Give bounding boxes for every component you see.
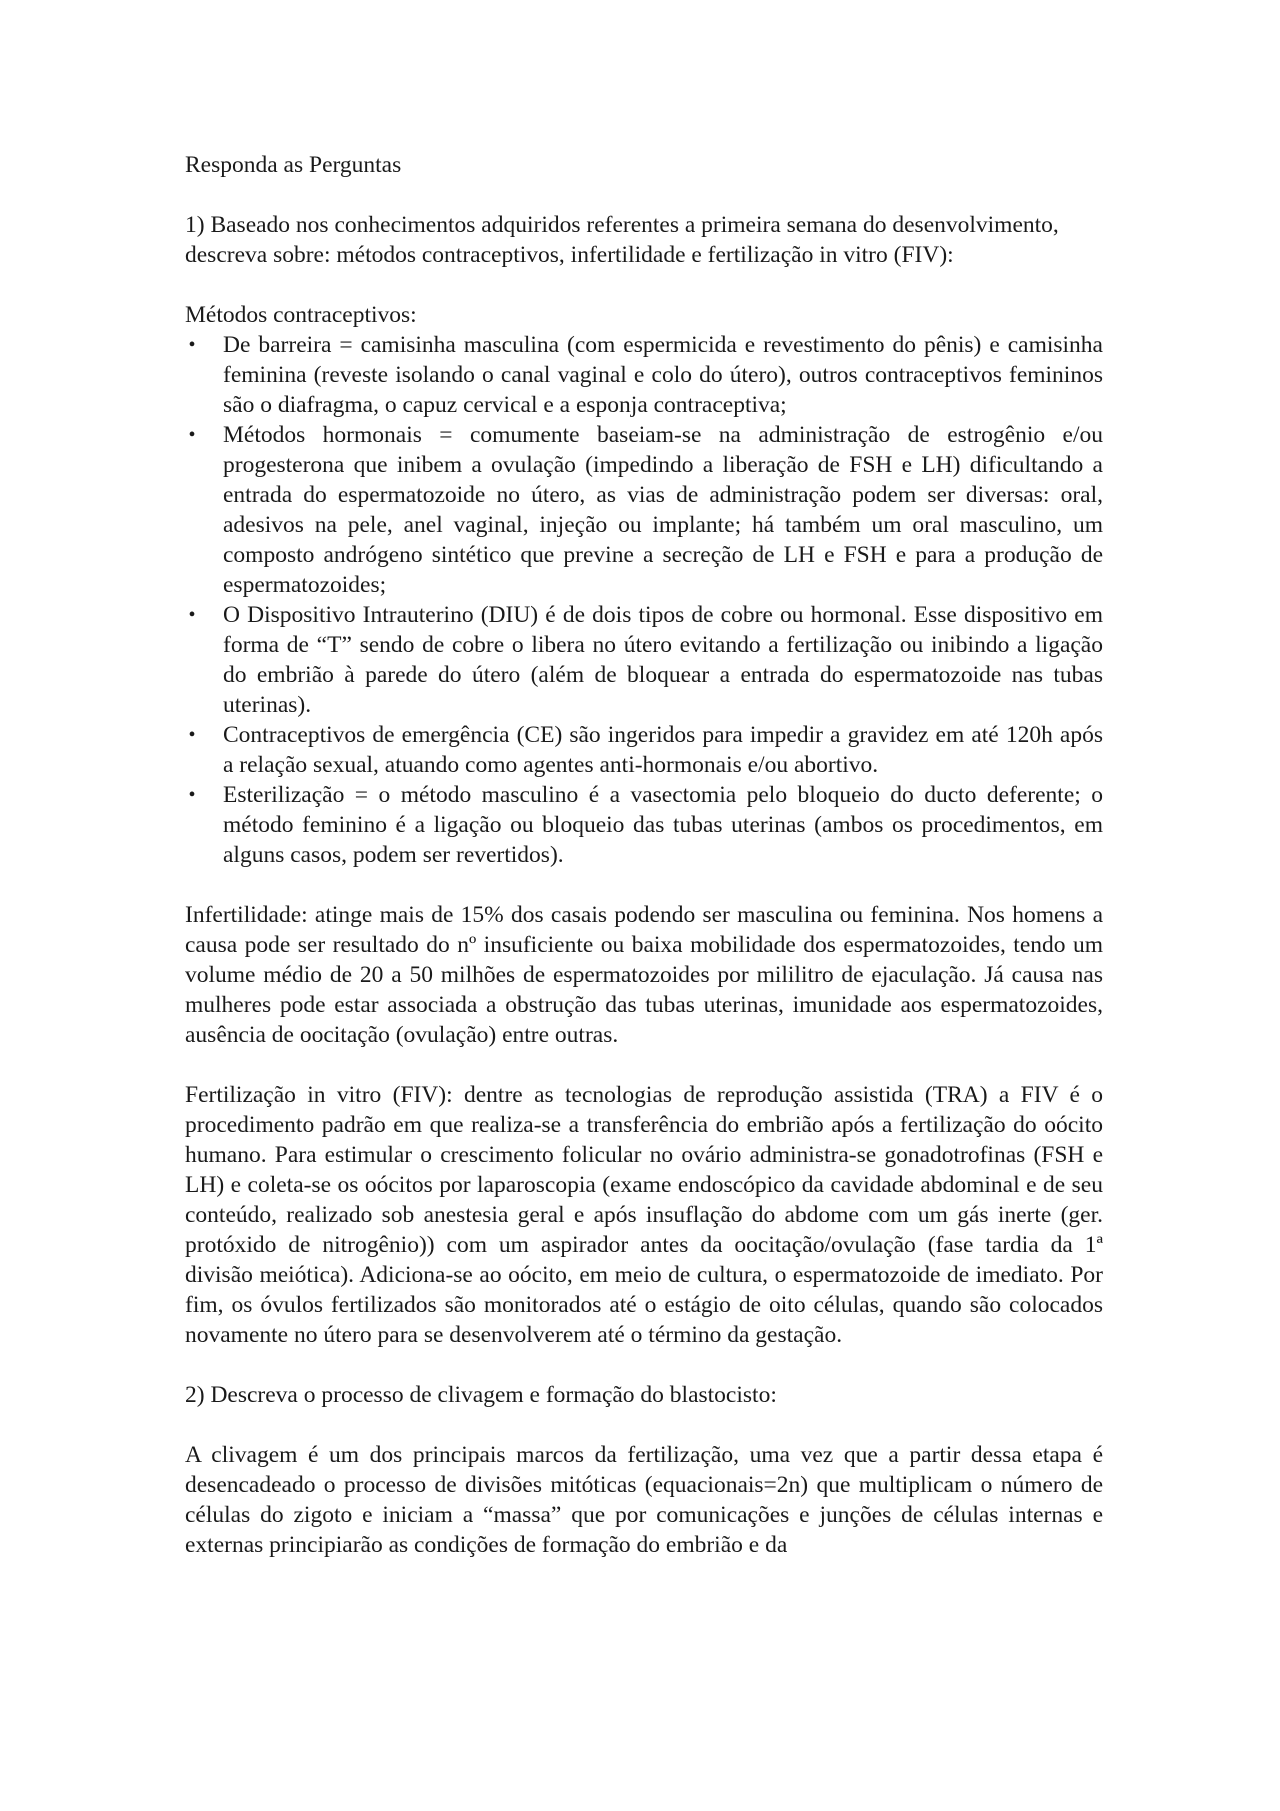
list-item-text: Esterilização = o método masculino é a vasectomia pelo bloqueio do ducto deferente; o método feminino é a ligação ou bloqueio das tubas uterinas (ambos os procedimentos, em alguns casos, podem ser revertidos). bbox=[223, 782, 1103, 868]
document-heading: Responda as Perguntas bbox=[185, 152, 402, 178]
list-item bbox=[185, 600, 1103, 720]
bullet-icon: • bbox=[188, 334, 196, 356]
list-item-text: Métodos hormonais = comumente baseiam-se na administração de estrogênio e/ou progesterona que inibem a ovulação (impedindo a liberação de FSH e LH) dificultando a entrada do espermatozoide no útero, as vias de administração podem ser diversas: oral, adesivos na pele, anel vaginal, injeção ou implante; há também um oral masculino, um composto andrógeno sintético que previne a secreção de LH e FSH e para a produção de espermatozoides; bbox=[223, 422, 1103, 598]
list-item-text: Contraceptivos de emergência (CE) são ingeridos para impedir a gravidez em até 120h após a relação sexual, atuando como agentes anti-hormonais e/ou abortivo. bbox=[223, 722, 1103, 778]
bullet-icon: • bbox=[188, 784, 196, 806]
question-2: 2) Descreva o processo de clivagem e formação do blastocisto: bbox=[185, 1382, 777, 1408]
infertility-paragraph: Infertilidade: atinge mais de 15% dos casais podendo ser masculina ou feminina. Nos homens a causa pode ser resultado do nº insuficiente ou baixa mobilidade dos espermatozoides, tendo um volume médio de 20 a 50 milhões de espermatozoides por mililitro de ejaculação. Já causa nas mulheres pode estar associada a obstrução das tubas uterinas, imunidade aos espermatozoides, ausência de oocitação (ovulação) entre outras. bbox=[185, 902, 1103, 1048]
list-item bbox=[185, 330, 1103, 420]
bullet-icon: • bbox=[188, 424, 196, 446]
list-item bbox=[185, 420, 1103, 600]
list-item-text: De barreira = camisinha masculina (com espermicida e revestimento do pênis) e camisinha feminina (reveste isolando o canal vaginal e colo do útero), outros contraceptivos femininos são o diafragma, o capuz cervical e a esponja contraceptiva; bbox=[223, 332, 1103, 418]
bullet-icon: • bbox=[188, 604, 196, 626]
question-1: 1) Baseado nos conhecimentos adquiridos referentes a primeira semana do desenvolvimento, descreva sobre: métodos contraceptivos, infertilidade e fertilização in vitro (FIV): bbox=[185, 212, 1059, 268]
bullet-icon: • bbox=[188, 724, 196, 746]
list-item-text: O Dispositivo Intrauterino (DIU) é de dois tipos de cobre ou hormonal. Esse dispositivo em forma de “T” sendo de cobre o libera no útero evitando a fertilização ou inibindo a ligação do embrião à parede do útero (além de bloquear a entrada do espermatozoide nas tubas uterinas). bbox=[223, 602, 1103, 718]
contraceptives-list bbox=[185, 330, 1103, 870]
cleavage-paragraph: A clivagem é um dos principais marcos da fertilização, uma vez que a partir dessa etapa é desencadeado o processo de divisões mitóticas (equacionais=2n) que multiplicam o número de células do zigoto e iniciam a “massa” que por comunicações e junções de células internas e externas principiarão as condições de formação do embrião e da bbox=[185, 1442, 1103, 1558]
contraceptives-title: Métodos contraceptivos: bbox=[185, 302, 417, 328]
list-item bbox=[185, 780, 1103, 870]
document-page bbox=[185, 150, 1103, 1560]
ivf-paragraph: Fertilização in vitro (FIV): dentre as tecnologias de reprodução assistida (TRA) a FIV é o procedimento padrão em que realiza-se a transferência do embrião após a fertilização do oócito humano. Para estimular o crescimento folicular no ovário administra-se gonadotrofinas (FSH e LH) e coleta-se os oócitos por laparoscopia (exame endoscópico da cavidade abdominal e de seu conteúdo, realizado sob anestesia geral e após insuflação do abdome com um gás inerte (ger. protóxido de nitrogênio)) com um aspirador antes da oocitação/ovulação (fase tardia da 1ª divisão meiótica). Adiciona-se ao oócito, em meio de cultura, o espermatozoide de imediato. Por fim, os óvulos fertilizados são monitorados até o estágio de oito células, quando são colocados novamente no útero para se desenvolverem até o término da gestação. bbox=[185, 1082, 1103, 1348]
list-item bbox=[185, 720, 1103, 780]
